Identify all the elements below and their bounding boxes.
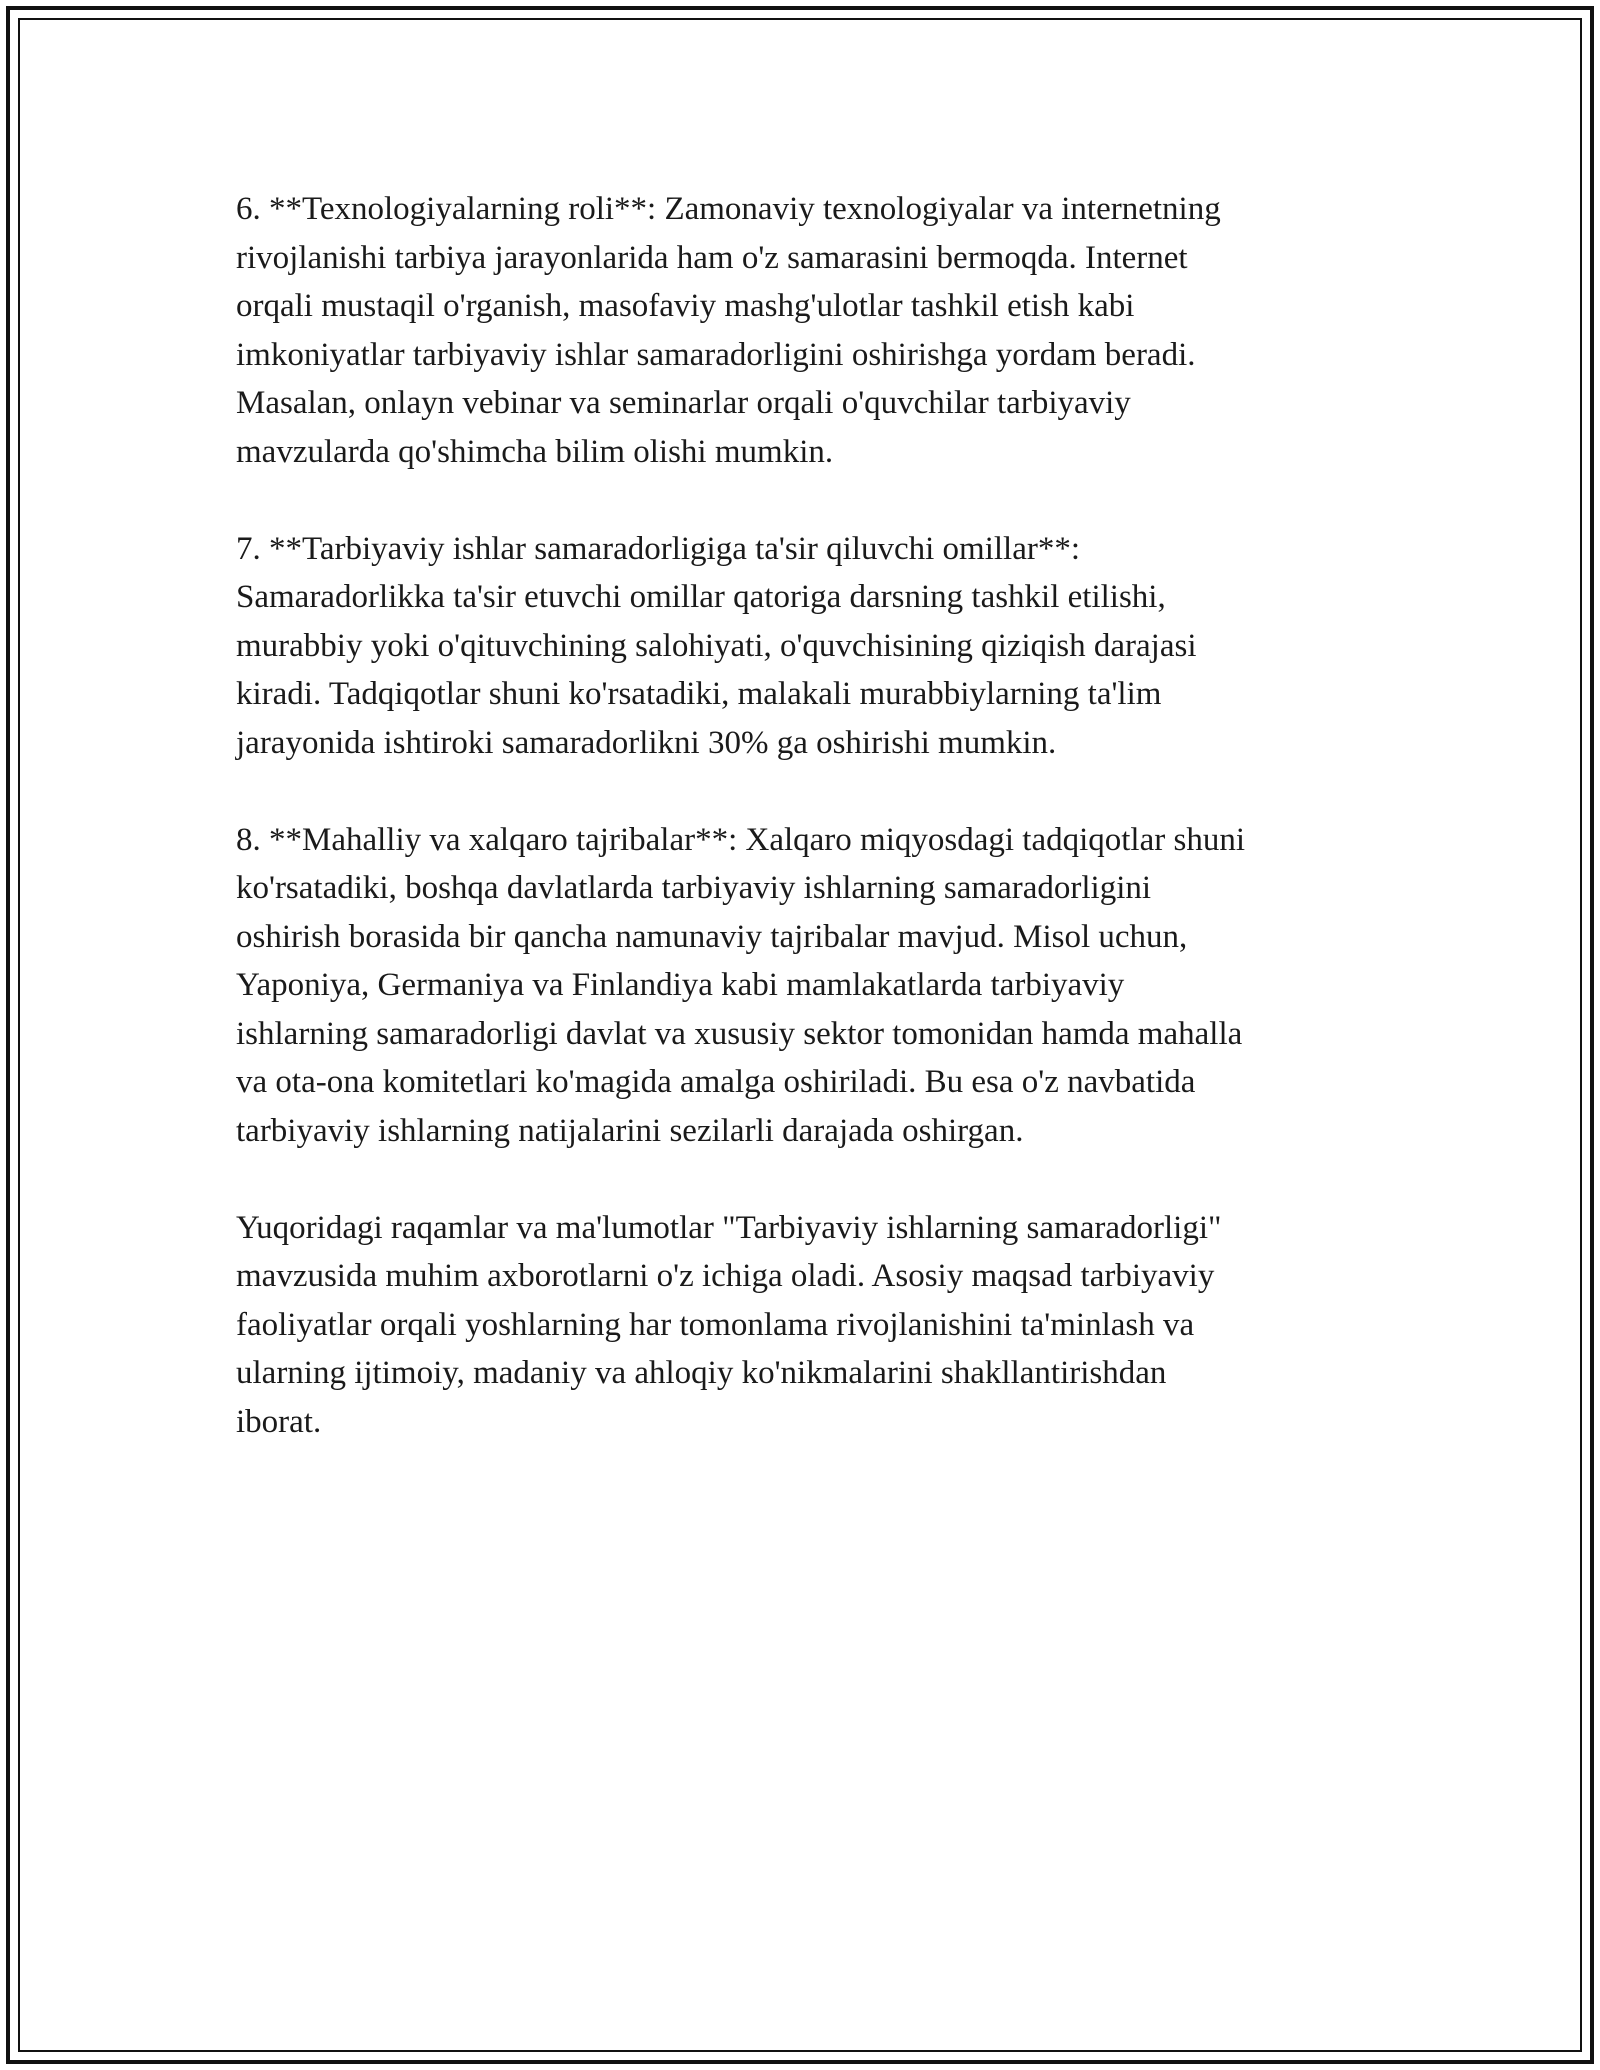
text-line: oshirish borasida bir qancha namunaviy tajribalar mavjud. Misol uchun, — [236, 918, 1188, 955]
text-line: ularning ijtimoiy, madaniy va ahloqiy ko'nikmalarini shakllantirishdan — [236, 1355, 1167, 1391]
text-line: Yuqoridagi raqamlar va ma'lumotlar "Tarbiyaviy ishlarning samaradorligi" — [236, 1209, 1222, 1246]
text-line: orqali mustaqil o'rganish, masofaviy mashg'ulotlar tashkil etish kabi — [236, 288, 1135, 324]
text-line: faoliyatlar orqali yoshlarning har tomonlama rivojlanishini ta'minlash va — [236, 1306, 1195, 1343]
text-line: mavzularda qo'shimcha bilim olishi mumkin. — [236, 433, 834, 470]
text-line: murabbiy yoki o'qituvchining salohiyati, o'quvchisining qiziqish darajasi — [236, 627, 1197, 664]
text-line: 7. **Tarbiyaviy ishlar samaradorligiga ta'sir qiluvchi omillar**: — [236, 530, 1081, 567]
text-line: va ota-ona komitetlari ko'magida amalga oshiriladi. Bu esa o'z navbatida — [236, 1064, 1196, 1100]
paragraph-local-international-experience — [236, 816, 1386, 1156]
document-body — [236, 185, 1386, 1495]
text-line: kiradi. Tadqiqotlar shuni ko'rsatadiki, malakali murabbiylarning ta'lim — [236, 676, 1162, 712]
text-line: ishlarning samaradorligi davlat va xususiy sektor tomonidan hamda mahalla — [236, 1015, 1243, 1052]
text-line: Samaradorlikka ta'sir etuvchi omillar qatoriga darsning tashkil etilishi, — [236, 579, 1166, 615]
paragraph-conclusion — [236, 1204, 1386, 1447]
text-line: mavzusida muhim axborotlarni o'z ichiga oladi. Asosiy maqsad tarbiyaviy — [236, 1258, 1215, 1294]
text-line: ko'rsatadiki, boshqa davlatlarda tarbiyaviy ishlarning samaradorligini — [236, 870, 1152, 906]
text-line: Yaponiya, Germaniya va Finlandiya kabi mamlakatlarda tarbiyaviy — [236, 967, 1125, 1003]
text-line: jarayonida ishtiroki samaradorlikni 30% ga oshirishi mumkin. — [236, 724, 1057, 761]
paragraph-technology-role — [236, 185, 1386, 476]
text-line: iborat. — [236, 1403, 322, 1440]
text-line: rivojlanishi tarbiya jarayonlarida ham o'z samarasini bermoqda. Internet — [236, 239, 1188, 276]
text-line: imkoniyatlar tarbiyaviy ishlar samaradorligini oshirishga yordam beradi. — [236, 336, 1196, 373]
paragraph-influencing-factors — [236, 525, 1386, 768]
text-line: tarbiyaviy ishlarning natijalarini sezilarli darajada oshirgan. — [236, 1112, 1024, 1149]
text-line: 8. **Mahalliy va xalqaro tajribalar**: Xalqaro miqyosdagi tadqiqotlar shuni — [236, 821, 1245, 858]
text-line: 6. **Texnologiyalarning roli**: Zamonaviy texnologiyalar va internetning — [236, 191, 1221, 227]
text-line: Masalan, onlayn vebinar va seminarlar orqali o'quvchilar tarbiyaviy — [236, 385, 1131, 421]
